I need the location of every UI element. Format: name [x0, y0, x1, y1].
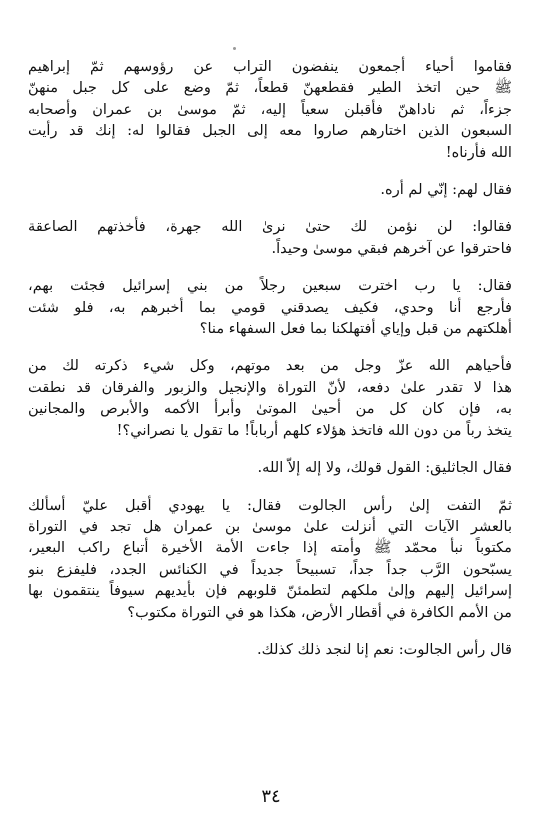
- text-line: فقال الجاثليق: القول قولك، ولا إله إلاّ الله.: [257, 459, 512, 477]
- text-line: فأرجع أنا وحدي، فكيف يصدقني قومي بما أخبرهم به، فلو شئت: [28, 298, 512, 316]
- text-line: فاحترقوا عن آخرهم فبقي موسىٰ وحيداً.: [271, 239, 512, 257]
- paragraph: [28, 275, 512, 339]
- text-line: ثمّ التفت إلىٰ رأس الجالوت فقال: يا يهودي أقبل عليّ أسألك: [28, 496, 512, 514]
- text-line: فقالوا: لن نؤمن لك حتىٰ نرىٰ الله جهرة، فأخذتهم الصاعقة: [28, 218, 512, 236]
- page-number: ٣٤: [261, 786, 281, 807]
- paragraph: [28, 495, 512, 623]
- text-line: من الأمم الكافرة في أقطار الأرض، هكذا هو في التوراة مكتوب؟: [127, 603, 512, 621]
- text-line: جزءاً، ثم ناداهنّ فأقبلن سعياً إليه، ثمّ موسىٰ بن عمران وأصحابه: [28, 100, 512, 118]
- paragraph: [28, 355, 512, 441]
- text-line: فقال: يا رب اخترت سبعين رجلاً من بني إسرائيل فجئت بهم،: [28, 277, 512, 295]
- paragraph: [28, 639, 512, 660]
- body-text: [28, 56, 512, 660]
- text-line: السبعون الذين اختارهم صاروا معه إلى الجبل فقالوا له: إنك قد رأيت: [28, 122, 512, 140]
- paragraph: [28, 216, 512, 259]
- text-line: قال رأس الجالوت: نعم إنا لنجد ذلك كذلك.: [257, 640, 512, 658]
- text-line: به، فإن كان كل من أحيىٰ الموتىٰ وأبرأ الأكمه والأبرص والمجانين: [28, 400, 512, 418]
- text-line: هذا لا تقدر علىٰ دفعه، لأنّ التوراة والإنجيل والزبور والفرقان قد نطقت: [28, 378, 512, 396]
- text-line: إسرائيل إليهم وإلىٰ ملكهم لتطمئنّ قلوبهم فإن بأيديهم سيوفاً ينتقمون بها: [28, 582, 512, 600]
- text-line: بالعشر الآيات التي أنزلت علىٰ موسىٰ بن عمران هل تجد في التوراة: [28, 517, 512, 535]
- text-line: يسبّحون الرَّب جداً جداً، تسبيحاً جديداً في الكنائس الجدد، فليفزع بنو: [28, 560, 512, 578]
- text-line: مكتوباً نبأ محمّد ﷺ وأمته إذا جاءت الأمة الأخيرة أتباع راكب البعير،: [28, 539, 512, 557]
- scan-speck: [233, 47, 236, 50]
- text-line: يتخذ رباً من دون الله فاتخذ هؤلاء كلهم أرباباً! ما تقول يا نصراني؟!: [116, 421, 512, 439]
- paragraph: [28, 457, 512, 478]
- text-line: فأحياهم الله عزّ وجل من بعد موتهم، وكل شيء ذكرته لك من: [28, 357, 512, 375]
- paragraph: [28, 179, 512, 200]
- text-line: فقال لهم: إنّي لم أره.: [380, 181, 512, 199]
- text-line: أهلكتهم من قبل وإياي أفتهلكنا بما فعل السفهاء منا؟: [199, 320, 512, 338]
- text-line: فقاموا أحياء أجمعون ينفضون التراب عن رؤوسهم ثمّ إبراهيم: [28, 58, 512, 75]
- paragraph: [28, 56, 512, 163]
- text-line: الله فأرناه!: [445, 143, 512, 161]
- text-line: ﷺ حين اتخذ الطير فقطعهنّ قطعاً، ثمّ وضع على كل جبل منهنّ: [28, 79, 512, 97]
